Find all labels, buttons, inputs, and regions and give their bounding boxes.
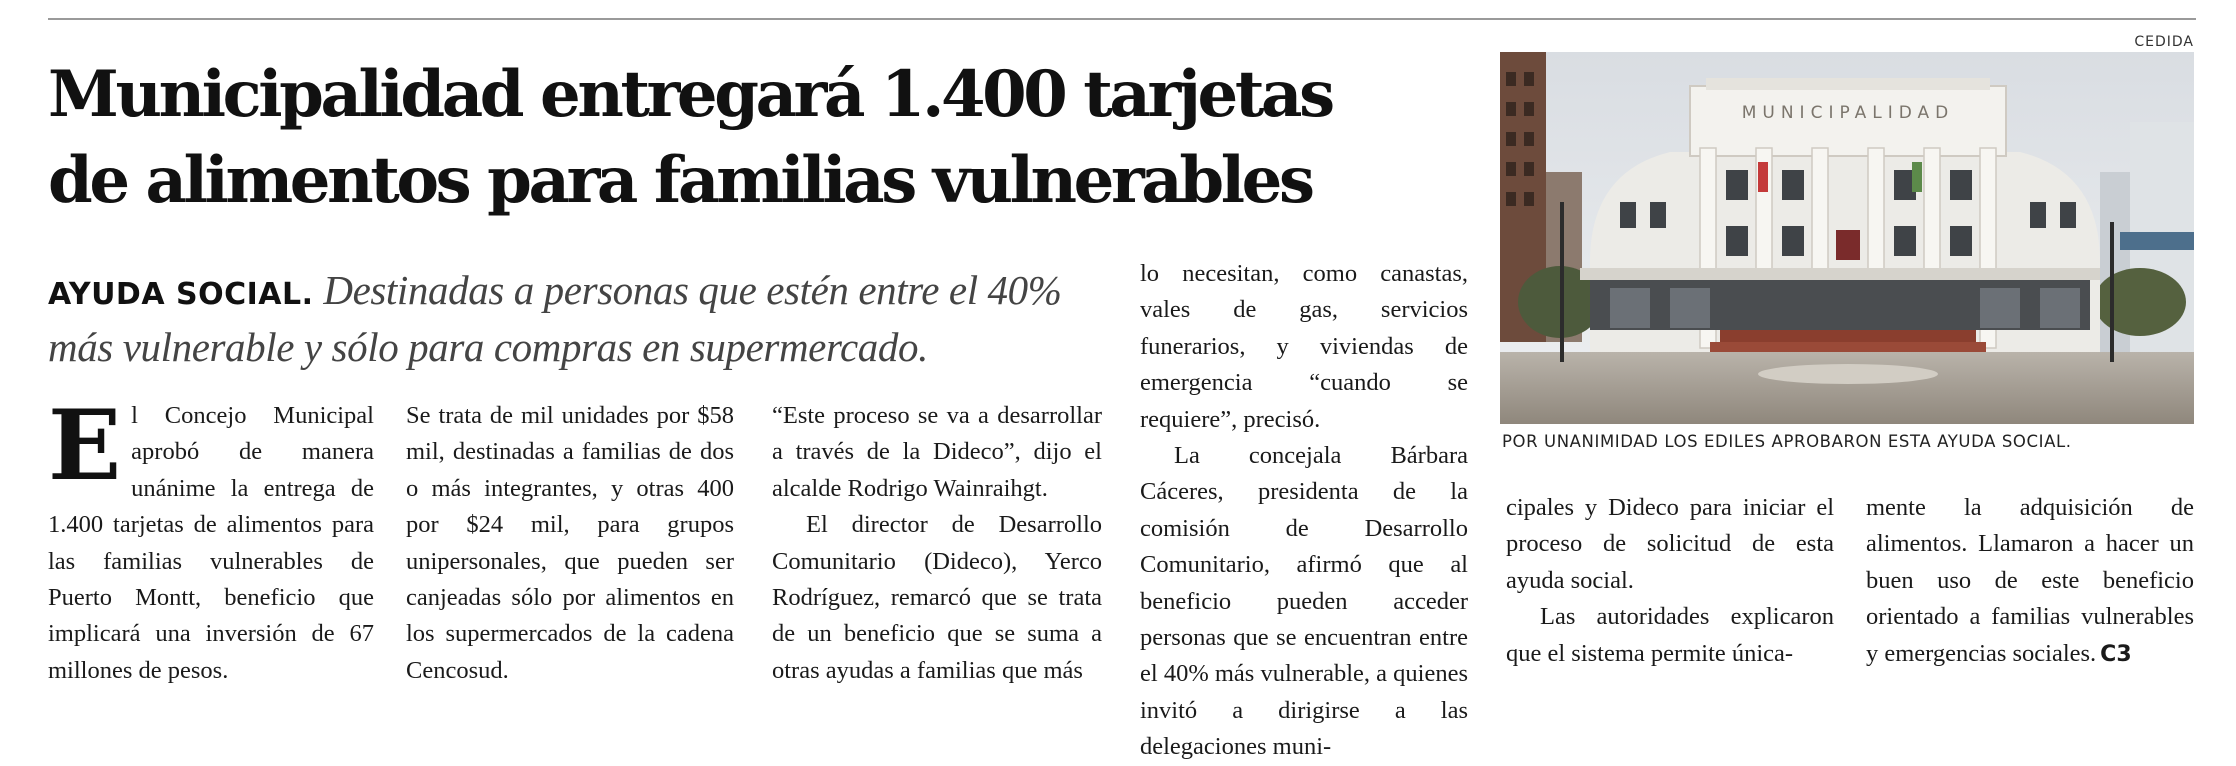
body-paragraph: lo necesitan, como canastas, vales de gas, servicios funerarios, y viviendas de emergencia “cuando se requiere”, precisó. [1140, 260, 1468, 433]
dropcap: E [48, 389, 122, 502]
body-column-1 [48, 389, 374, 689]
photo-credit: CEDIDA [2134, 34, 2194, 50]
body-column-3 [772, 398, 1102, 689]
deck [48, 264, 1108, 373]
body-paragraph: Se trata de mil unidades por $58 mil, destinadas a familias de dos o más integrantes, y otras 400 por $24 mil, para grupos unipersonales, que pueden ser canjeadas sólo por alimentos en los supermercados de la cadena Cencosud. [406, 402, 734, 684]
body-column-5 [1506, 490, 1834, 672]
body-column-4 [1140, 256, 1468, 766]
headline-line-2: de alimentos para familias vulnerables [48, 143, 1312, 218]
building-sign-text: MUNICIPALIDAD [1741, 103, 1955, 123]
body-paragraph: cipales y Dideco para iniciar el proceso de solicitud de esta ayuda social. [1506, 494, 1834, 594]
headline-line-1: Municipalidad entregará 1.400 tarjetas [48, 57, 1332, 132]
body-paragraph: Las autoridades explicaron que el sistema permite única- [1506, 603, 1834, 667]
body-paragraph: mente la adquisición de alimentos. Llamaron a hacer un buen uso de este beneficio orientado a familias vulnerables y emergencias sociales. [1866, 494, 2194, 667]
body-column-6 [1866, 490, 2194, 673]
headline [48, 52, 1448, 224]
body-paragraph: l Concejo Municipal aprobó de manera unánime la entrega de 1.400 tarjetas de alimentos para las familias vulnerables de Puerto Montt, beneficio que implicará una inversión de 67 millones de pesos. [48, 402, 374, 684]
body-paragraph: “Este proceso se va a desarrollar a través de la Dideco”, dijo el alcalde Rodrigo Wainraihgt. [772, 402, 1102, 502]
building-photo [1500, 52, 2194, 424]
body-column-2 [406, 398, 734, 689]
end-mark-icon: C3 [2100, 641, 2132, 667]
top-rule [48, 18, 2196, 20]
deck-text: Destinadas a personas que estén entre el 40% más vulnerable y sólo para compras en supermercado. [48, 267, 1062, 370]
body-paragraph: La concejala Bárbara Cáceres, presidenta de la comisión de Desarrollo Comunitario, afirmó que al beneficio pueden acceder personas que se encuentran entre el 40% más vulnerable, a quienes invitó a dirigirse a las delegaciones muni- [1140, 442, 1468, 761]
kicker: AYUDA SOCIAL. [48, 277, 314, 312]
body-paragraph: El director de Desarrollo Comunitario (Dideco), Yerco Rodríguez, remarcó que se trata de un beneficio que se suma a otras ayudas a familias que más [772, 511, 1102, 684]
photo-caption: POR UNANIMIDAD LOS EDILES APROBARON ESTA AYUDA SOCIAL. [1502, 432, 2072, 451]
